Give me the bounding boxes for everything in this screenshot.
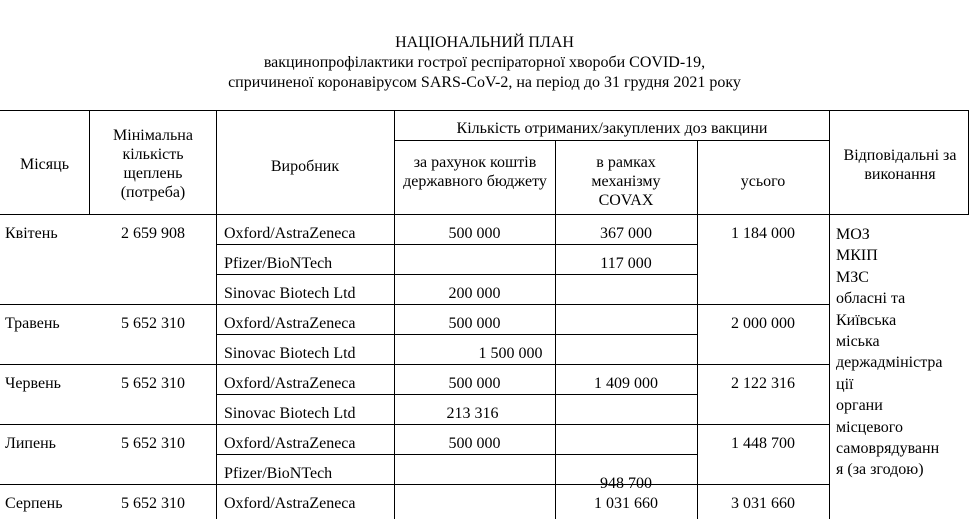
cell-covax: 1 409 000	[594, 375, 658, 392]
title-line-2: вакцинопрофілактики гострої респіраторної хвороби COVID-19,	[263, 54, 706, 71]
subrow-sep-1	[216, 244, 698, 245]
responsible-line: МЗС	[836, 268, 869, 286]
cell-covax: 948 700	[600, 475, 652, 492]
cell-total: 2 122 316	[731, 375, 795, 392]
cell-producer: Sinovac Biotech Ltd	[224, 405, 356, 422]
header-total: усього	[740, 173, 786, 190]
cell-producer: Sinovac Biotech Ltd	[224, 285, 356, 302]
subrow-sep-5	[216, 454, 698, 455]
cell-total: 3 031 660	[731, 495, 795, 512]
responsible-line: ції	[836, 375, 854, 393]
group-sep-4	[0, 484, 830, 485]
table-top-border	[0, 110, 969, 111]
doses-group-divider	[394, 140, 830, 141]
title-line-3: спричиненої коронавірусом SARS-CoV-2, на період до 31 грудня 2021 року	[228, 74, 741, 91]
body-vline-budget	[394, 214, 395, 519]
responsible-line: місцевого	[836, 418, 903, 436]
title-line-1: НАЦІОНАЛЬНИЙ ПЛАН	[395, 34, 574, 51]
header-covax: в рамках механізму COVAX	[591, 154, 661, 209]
responsible-line: Київська	[836, 311, 897, 329]
header-vline-4	[555, 140, 556, 215]
cell-producer: Oxford/AstraZeneca	[224, 225, 356, 242]
header-vline-1	[89, 110, 90, 215]
cell-min-count: 5 652 310	[121, 315, 185, 332]
responsible-cell	[836, 224, 969, 481]
subrow-sep-2	[216, 274, 698, 275]
cell-producer: Oxford/AstraZeneca	[224, 435, 356, 452]
header-responsible: Відповідальні за виконання	[843, 147, 957, 183]
cell-state-budget: 200 000	[448, 285, 501, 302]
body-vline-total	[697, 214, 698, 519]
cell-state-budget: 500 000	[448, 375, 501, 392]
cell-producer: Oxford/AstraZeneca	[224, 375, 356, 392]
responsible-line: обласні та	[836, 290, 906, 308]
cell-total: 1 448 700	[731, 435, 795, 452]
cell-min-count: 5 652 310	[121, 435, 185, 452]
body-vline-producer	[216, 214, 217, 519]
body-vline-resp	[829, 214, 830, 519]
header-bottom-border	[0, 214, 969, 215]
header-month: Місяць	[20, 156, 69, 173]
responsible-line: самоврядуванн	[836, 440, 940, 458]
header-doses-group: Кількість отриманих/закуплених доз вакцини	[456, 120, 768, 137]
document-title	[0, 33, 969, 93]
responsible-line: МКІП	[836, 247, 878, 265]
responsible-line: МОЗ	[836, 226, 870, 243]
subrow-sep-3	[216, 334, 698, 335]
cell-state-budget: 213 316	[446, 405, 499, 422]
cell-total: 2 000 000	[731, 315, 795, 332]
group-sep-1	[0, 304, 830, 305]
header-producer: Виробник	[270, 158, 340, 175]
cell-month: Липень	[5, 435, 56, 452]
responsible-line: органи	[836, 397, 883, 415]
cell-covax: 367 000	[600, 225, 652, 242]
cell-month: Травень	[5, 315, 60, 332]
cell-state-budget: 500 000	[448, 435, 501, 452]
cell-min-count: 5 652 310	[121, 375, 185, 392]
subrow-sep-4	[216, 394, 698, 395]
cell-producer: Oxford/AstraZeneca	[224, 315, 356, 332]
cell-month: Квітень	[5, 225, 58, 242]
cell-producer: Oxford/AstraZeneca	[224, 495, 356, 512]
cell-total: 1 184 000	[731, 225, 795, 242]
cell-producer: Pfizer/BioNTech	[224, 465, 333, 482]
cell-min-count: 2 659 908	[121, 225, 185, 242]
cell-min-count: 5 652 310	[121, 495, 185, 512]
cell-state-budget: 1 500 000	[478, 345, 543, 362]
cell-covax: 1 031 660	[594, 495, 658, 512]
cell-producer: Sinovac Biotech Ltd	[224, 345, 356, 362]
header-state-budget: за рахунок коштів державного бюджету	[403, 154, 547, 190]
group-sep-2	[0, 364, 830, 365]
header-min-count: Мінімальна кількість щеплень (потреба)	[113, 127, 193, 201]
cell-state-budget: 500 000	[448, 225, 501, 242]
cell-state-budget: 500 000	[448, 315, 501, 332]
responsible-line: я (за згодою)	[836, 461, 924, 479]
responsible-line: держадміністра	[836, 354, 943, 372]
cell-covax: 117 000	[600, 255, 652, 272]
group-sep-3	[0, 424, 830, 425]
cell-month: Серпень	[5, 495, 63, 512]
cell-producer: Pfizer/BioNTech	[224, 255, 333, 272]
cell-month: Червень	[5, 375, 61, 392]
responsible-line: міська	[836, 333, 880, 351]
